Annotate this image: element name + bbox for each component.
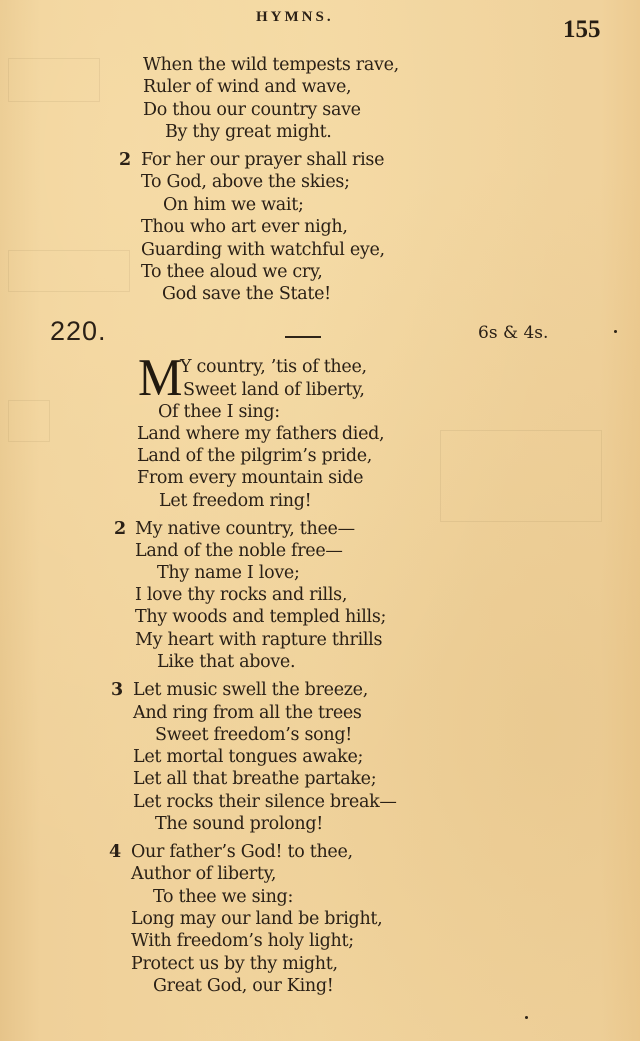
verse-line: Land of the pilgrim’s pride, <box>137 446 373 466</box>
verse-line: Sweet land of liberty, <box>183 380 365 400</box>
verse-line: For her our prayer shall rise <box>141 150 385 170</box>
verse-line: My native country, thee— <box>135 519 355 539</box>
bleed-through-staff <box>8 58 100 102</box>
verse-line: Do thou our country save <box>143 100 361 120</box>
verse-line: The sound prolong! <box>155 814 324 834</box>
verse-line: Land where my fathers died, <box>137 424 385 444</box>
verse-line: I love thy rocks and rills, <box>135 585 348 605</box>
verse-line: Sweet freedom’s song! <box>155 725 352 745</box>
verse-line: Let music swell the breeze, <box>133 680 368 700</box>
page-number: 155 <box>563 16 601 43</box>
verse-line: Protect us by thy might, <box>131 954 338 974</box>
verse-line: God save the State! <box>162 284 331 304</box>
verse-line: My heart with rapture thrills <box>135 630 383 650</box>
verse-number: 3 <box>111 680 124 700</box>
verse-line: Let all that breathe partake; <box>133 769 377 789</box>
verse-line: Thou who art ever nigh, <box>141 217 348 237</box>
verse-line: Thy woods and templed hills; <box>135 607 387 627</box>
drop-cap: M <box>138 347 183 407</box>
bleed-through-staff <box>440 430 602 522</box>
verse-line: And ring from all the trees <box>133 703 362 723</box>
verse-line: Thy name I love; <box>157 563 300 583</box>
verse-line: Y country, ’tis of thee, <box>180 357 367 377</box>
verse-line: To thee aloud we cry, <box>141 262 323 282</box>
verse-line: Author of liberty, <box>131 864 277 884</box>
tune-name-placeholder <box>285 336 321 338</box>
running-title: HYMNS. <box>256 9 334 25</box>
meter-label: 6s & 4s. <box>478 323 549 343</box>
verse-line: Guarding with watchful eye, <box>141 240 385 260</box>
verse-line: Let freedom ring! <box>159 491 312 511</box>
print-speck <box>525 1016 528 1019</box>
verse-line: With freedom’s holy light; <box>131 931 354 951</box>
verse-line: Of thee I sing: <box>158 402 280 422</box>
verse-number: 4 <box>109 842 122 862</box>
verse-line: By thy great might. <box>165 122 332 142</box>
verse-line: Our father’s God! to thee, <box>131 842 353 862</box>
verse-line: To God, above the skies; <box>141 172 350 192</box>
bleed-through-staff <box>8 250 130 292</box>
bleed-through-staff <box>8 400 50 442</box>
verse-number: 2 <box>119 150 132 170</box>
verse-line: Long may our land be bright, <box>131 909 383 929</box>
verse-line: Great God, our King! <box>153 976 334 996</box>
verse-number: 2 <box>114 519 127 539</box>
verse-line: From every mountain side <box>137 468 364 488</box>
verse-line: To thee we sing: <box>153 887 294 907</box>
verse-line: Like that above. <box>157 652 296 672</box>
hymn-number: 220. <box>50 316 107 346</box>
verse-line: On him we wait; <box>163 195 304 215</box>
print-speck <box>614 330 617 333</box>
verse-line: Let rocks their silence break— <box>133 792 397 812</box>
verse-line: Let mortal tongues awake; <box>133 747 364 767</box>
verse-line: When the wild tempests rave, <box>143 55 399 75</box>
verse-line: Land of the noble free— <box>135 541 343 561</box>
verse-line: Ruler of wind and wave, <box>143 77 352 97</box>
